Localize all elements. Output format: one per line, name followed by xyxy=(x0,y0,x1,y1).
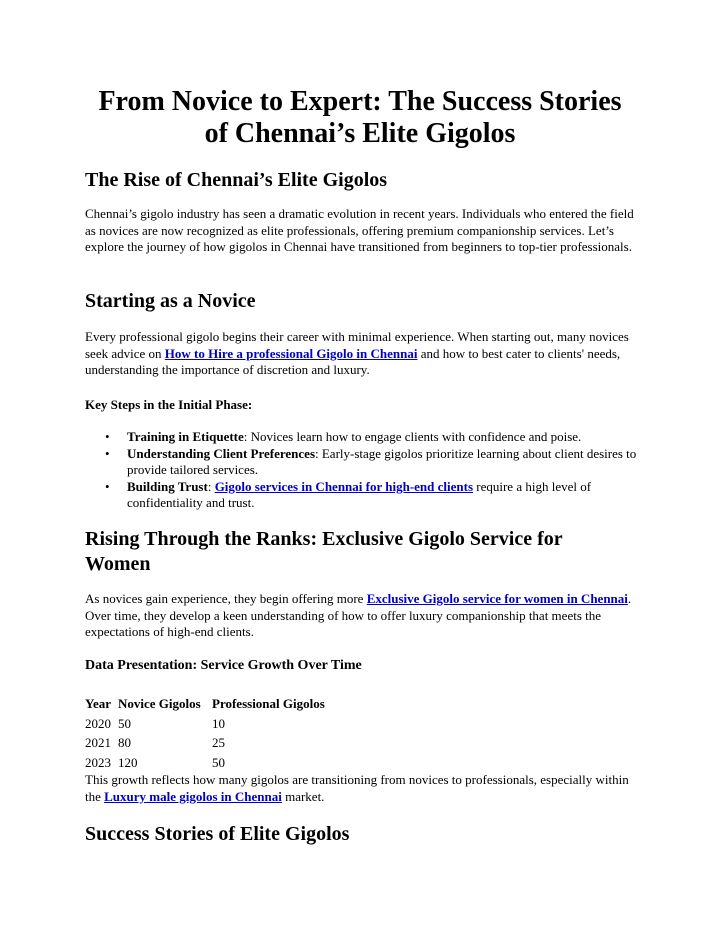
list-item xyxy=(85,479,645,512)
page-title-line-2: of Chennai’s Elite Gigolos xyxy=(204,118,516,149)
table-header-cell: Year xyxy=(85,696,111,711)
bullet-text: require a high level of confidentiality and trust. xyxy=(127,478,592,510)
paragraph-growth-text-1: This growth reflects how many gigolos are transitioning from novices to professionals, especially within the xyxy=(85,772,629,804)
table-cell: 10 xyxy=(212,715,225,731)
page-title xyxy=(60,86,660,150)
table-cell: 25 xyxy=(212,735,225,750)
paragraph-growth xyxy=(85,772,645,805)
heading-rise: The Rise of Chennai’s Elite Gigolos xyxy=(85,169,388,191)
bullet-bold-label: Building Trust xyxy=(127,478,208,494)
paragraph-rise: Chennai’s gigolo industry has seen a dramatic evolution in recent years. Individuals who entered the field as novices are now recognized as elite professionals, offering premium companionship services. Let’s explore the journey of how gigolos in Chennai have transitioned from beginners to top-tier professionals. xyxy=(85,206,634,254)
link-gigolo-services-high-end[interactable]: Gigolo services in Chennai for high-end clients xyxy=(214,478,474,494)
bullet-icon: • xyxy=(105,445,110,461)
heading-success-stories: Success Stories of Elite Gigolos xyxy=(85,823,350,845)
link-luxury-male-gigolos[interactable]: Luxury male gigolos in Chennai xyxy=(104,788,282,804)
list-item xyxy=(85,429,645,446)
heading-rising-ranks xyxy=(85,527,563,577)
paragraph-ranks xyxy=(85,591,645,641)
table-cell: 120 xyxy=(118,754,138,770)
table-cell: 80 xyxy=(118,735,131,750)
link-exclusive-gigolo-service[interactable]: Exclusive Gigolo service for women in Chennai xyxy=(366,591,628,606)
table-row xyxy=(85,733,325,753)
bullet-icon: • xyxy=(105,429,110,444)
table-header-cell: Professional Gigolos xyxy=(212,696,325,711)
table-row xyxy=(85,753,325,773)
bullet-bold-label: Training in Etiquette xyxy=(127,429,244,444)
paragraph-ranks-text-1: As novices gain experience, they begin offering more xyxy=(85,591,367,606)
table-header-row xyxy=(85,694,325,714)
paragraph-ranks-text-2: . Over time, they develop a keen understanding of how to offer luxury companionship that meets the expectations of high-end clients. xyxy=(85,591,632,639)
paragraph-novice xyxy=(85,329,645,379)
bullet-separator: : xyxy=(207,478,215,494)
heading-rising-ranks-line-1: Rising Through the Ranks: Exclusive Gigolo Service for xyxy=(85,528,563,550)
paragraph-novice-text-1: Every professional gigolo begins their career with minimal experience. When starting out, many novices seek advice on xyxy=(85,329,629,361)
heading-data-presentation: Data Presentation: Service Growth Over Time xyxy=(85,658,362,673)
paragraph-novice-text-2: and how to best cater to clients' needs, understanding the importance of discretion and luxury. xyxy=(85,345,621,377)
table-cell: 2021 xyxy=(85,735,111,750)
key-steps-list xyxy=(85,429,645,512)
table-cell: 50 xyxy=(212,754,225,770)
bullet-icon: • xyxy=(105,478,110,494)
list-item xyxy=(85,446,645,479)
table-header-cell: Novice Gigolos xyxy=(118,696,201,711)
paragraph-growth-text-2: market. xyxy=(281,788,325,804)
bullet-bold-label: Understanding Client Preferences xyxy=(127,445,315,461)
bullet-text: : Novices learn how to engage clients with confidence and poise. xyxy=(243,429,582,444)
link-hire-professional-gigolo[interactable]: How to Hire a professional Gigolo in Chennai xyxy=(164,345,418,361)
bullet-text: : Early-stage gigolos prioritize learning about client desires to provide tailored services. xyxy=(127,445,637,477)
growth-table xyxy=(85,694,325,772)
heading-rising-ranks-line-2: Women xyxy=(85,553,151,575)
table-cell: 2023 xyxy=(85,754,111,770)
page-title-line-1: From Novice to Expert: The Success Stories xyxy=(98,86,622,117)
table-cell: 2020 xyxy=(85,715,111,731)
table-cell: 50 xyxy=(118,715,131,731)
heading-key-steps: Key Steps in the Initial Phase: xyxy=(85,397,253,412)
heading-starting-novice: Starting as a Novice xyxy=(85,290,256,312)
table-row xyxy=(85,714,325,734)
